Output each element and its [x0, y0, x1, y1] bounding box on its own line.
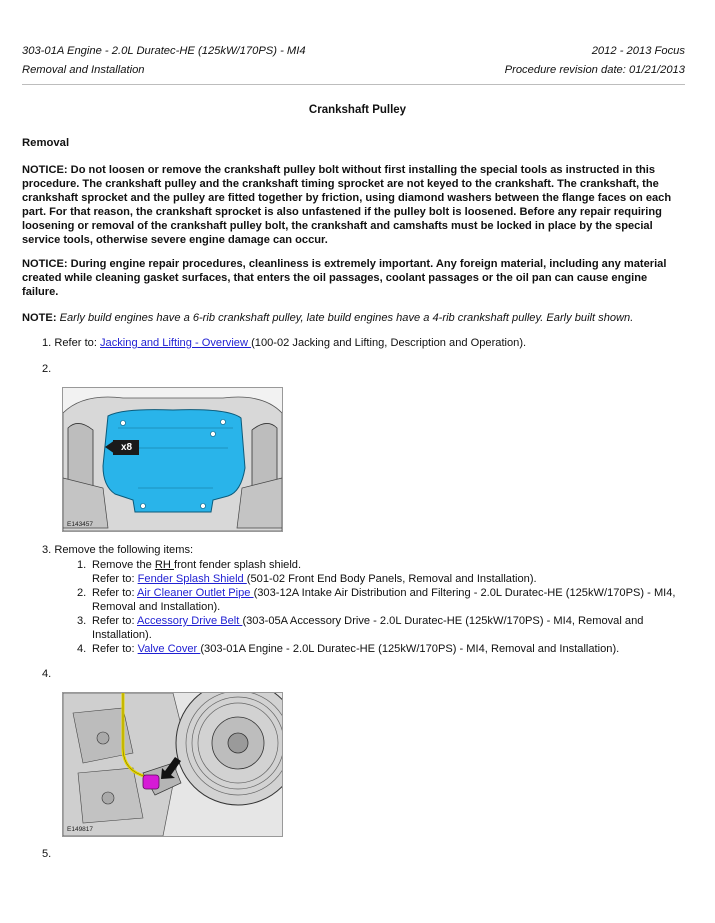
- substep-reference: (303-05A Accessory Drive - 2.0L Duratec-HE (125kW/170PS) - MI4, Removal and Installation).: [92, 615, 644, 641]
- section-heading: Removal: [22, 137, 70, 149]
- substep-ref-label: Refer to:: [92, 573, 138, 585]
- figure-1-illustration: [63, 388, 282, 531]
- section-type: Removal and Installation: [22, 64, 145, 76]
- step-text: Refer to:: [54, 337, 100, 349]
- page-header: [22, 42, 685, 80]
- substep-text: Remove the: [92, 559, 155, 571]
- step-number: 5.: [42, 848, 52, 860]
- step-number: 1.: [42, 337, 52, 349]
- step-4: [42, 668, 51, 680]
- substep-reference: (303-01A Engine - 2.0L Duratec-HE (125kW/170PS) - MI4, Removal and Installation).: [200, 643, 620, 655]
- revision-date: Procedure revision date: 01/21/2013: [504, 64, 685, 76]
- link-air-cleaner-outlet-pipe[interactable]: Air Cleaner Outlet Pipe: [137, 587, 254, 599]
- figure-2-id: E149817: [67, 826, 94, 833]
- figure-2-illustration: [63, 693, 282, 836]
- substep-reference: (303-12A Intake Air Distribution and Filtering - 2.0L Duratec-HE (125kW/170PS) - MI4, Removal and Installation).: [92, 587, 676, 613]
- substep-ref-label: Refer to:: [92, 643, 138, 655]
- substep-number: 4.: [77, 643, 87, 655]
- substep-number: 3.: [77, 615, 87, 627]
- link-jacking-lifting[interactable]: Jacking and Lifting - Overview: [100, 337, 252, 349]
- substep-ref-label: Refer to:: [92, 587, 138, 599]
- step-number: 2.: [42, 363, 52, 375]
- note-text: Early build engines have a 6-rib crankshaft pulley, late build engines have a 4-rib crankshaft pulley. Early built shown.: [59, 312, 634, 324]
- substep-ref-label: Refer to:: [92, 615, 138, 627]
- substep-3-1: [77, 558, 685, 586]
- link-valve-cover[interactable]: Valve Cover: [137, 643, 201, 655]
- substep-reference: (501-02 Front End Body Panels, Removal and Installation).: [246, 573, 537, 585]
- vehicle-range: 2012 - 2013 Focus: [591, 45, 685, 57]
- step-5: [42, 848, 51, 860]
- substep-3-3: [77, 614, 685, 642]
- figure-1-id: E143457: [67, 521, 94, 528]
- link-accessory-drive-belt[interactable]: Accessory Drive Belt: [137, 615, 243, 627]
- note-label: NOTE:: [22, 312, 57, 324]
- note-pulley-ribs: [22, 311, 685, 325]
- step-reference: (100-02 Jacking and Lifting, Description and Operation).: [251, 337, 527, 349]
- notice-crankshaft-bolt: NOTICE: Do not loosen or remove the crankshaft pulley bolt without first installing the special tools as instructed in this procedure. The crankshaft pulley and the crankshaft timing sprocket are not keyed to the crankshaft. The crankshaft, the crankshaft sprocket and the pulley are fitted together by friction, using diamond washers between the flange faces on each part. For that reason, the crankshaft sprocket is also unfastened if the pulley bolt is loosened. Before any repair requiring loosening or removal of the crankshaft pulley bolt, the crankshaft and camshafts must be locked in place by the special service tools, otherwise severe engine damage can occur.: [22, 164, 672, 247]
- page-title: Crankshaft Pulley: [308, 104, 407, 116]
- step-2: [42, 363, 51, 375]
- header-divider: [22, 84, 685, 85]
- document-title: 303-01A Engine - 2.0L Duratec-HE (125kW/170PS) - MI4: [22, 45, 306, 57]
- step-3: [42, 544, 193, 556]
- fig1-callout-x8: x8: [121, 442, 133, 453]
- step-1: [42, 337, 526, 349]
- figure-crankshaft-sensor: [62, 692, 283, 837]
- figure-splash-shield: [62, 387, 283, 532]
- substep-3-4: [77, 642, 685, 656]
- link-fender-splash-shield[interactable]: Fender Splash Shield: [137, 573, 247, 585]
- substep-number: 2.: [77, 587, 87, 599]
- notice-cleanliness: NOTICE: During engine repair procedures, cleanliness is extremely important. Any foreign material, including any material created while cleaning gasket surfaces, that enters the oil passages, coolant passages or the oil pan can cause engine failure.: [22, 258, 667, 299]
- step-number: 4.: [42, 668, 52, 680]
- substep-number: 1.: [77, 559, 87, 571]
- step-number: 3.: [42, 544, 52, 556]
- substep-text: front fender splash shield.: [174, 559, 302, 571]
- substep-3-2: [77, 586, 685, 614]
- step-text: Remove the following items:: [54, 544, 194, 556]
- abbr-rh: RH: [154, 559, 175, 571]
